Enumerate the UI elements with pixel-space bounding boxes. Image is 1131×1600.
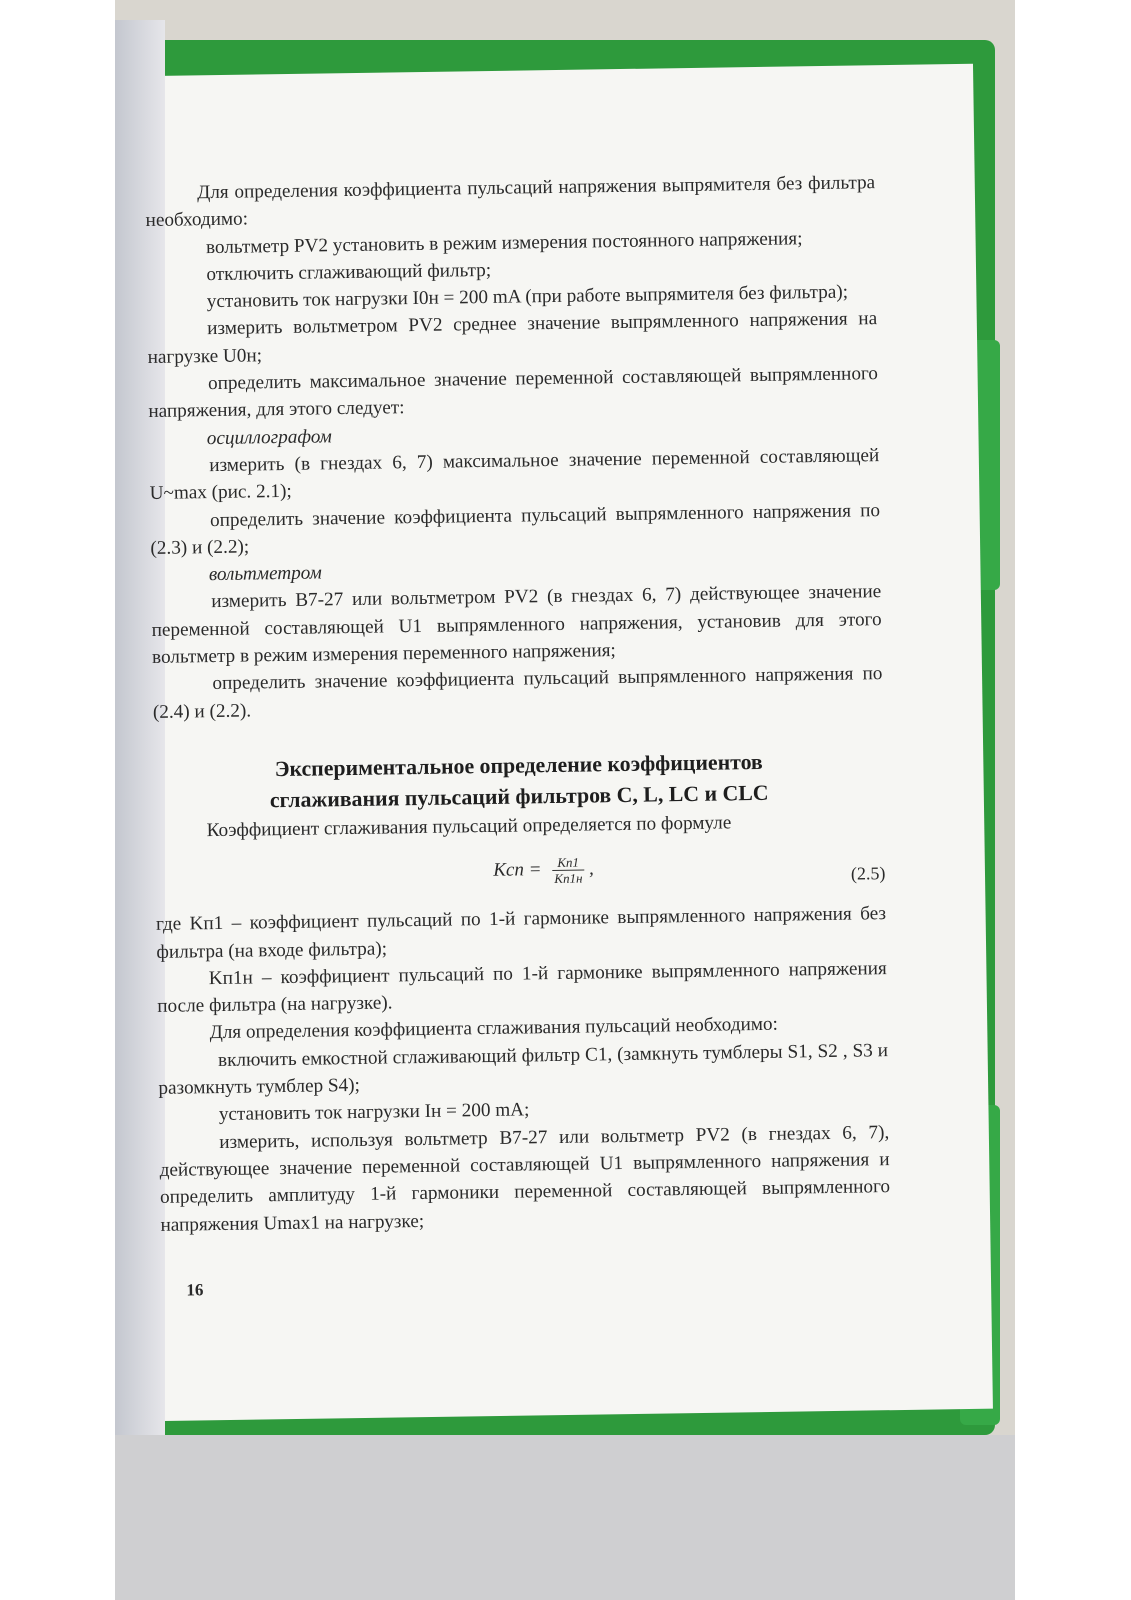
paragraph: Kп1н – коэффициент пульсаций по 1-й гармонике выпрямленного напряжения после фильтра (на нагрузке).	[157, 957, 887, 1018]
paragraph: Для определения коэффициента пульсаций напряжения выпрямителя без фильтра необходимо:	[145, 172, 876, 232]
formula-number: (2.5)	[850, 863, 886, 884]
formula	[493, 855, 594, 887]
oscilloscope-label: осциллографом	[206, 425, 332, 449]
formula-numerator: Kп1	[552, 855, 584, 871]
formula-trail: ,	[588, 858, 594, 880]
paragraph: измерить (в гнездах 6, 7) максимальное значение переменной составляющей U~max (рис. 2.1);	[149, 445, 880, 505]
formula-fraction	[552, 855, 585, 886]
formula-lhs: Kсп =	[493, 859, 542, 882]
paragraph: установить ток нагрузки Iн = 200 mA;	[218, 1099, 530, 1126]
scan-bottom-strip	[115, 1435, 1015, 1600]
voltmeter-label: вольтметром	[208, 562, 322, 586]
paragraph: отключить сглаживающий фильтр;	[206, 259, 492, 285]
paragraph: Для определения коэффициента сглаживания пульсаций необходимо:	[209, 1014, 779, 1044]
page-content	[145, 169, 892, 1304]
paragraph: где Kп1 – коэффициент пульсаций по 1-й гармонике выпрямленного напряжения без фильтра (на входе фильтра);	[155, 903, 887, 963]
paragraph: измерить В7-27 или вольтметром PV2 (в гнездах 6, 7) действующее значение переменной составляющей U1 выпрямленного напряжения, установив для этого вольтметр в режим измерения переменного напряжения;	[151, 581, 882, 668]
paragraph: определить значение коэффициента пульсаций выпрямленного напряжения по (2.4) и (2.2).	[152, 663, 883, 723]
page-number: 16	[186, 1280, 204, 1300]
paragraph: включить емкостной сглаживающий фильтр C1, (замкнуть тумблеры S1, S2 , S3 и разомкнуть тумблер S4);	[158, 1039, 889, 1099]
paragraph: измерить, используя вольтметр В7-27 или вольтметр PV2 (в гнездах 6, 7), действующее значение переменной составляющей U1 выпрямленного напряжения и определить амплитуду 1-й гармоники переменной составляющей выпрямленного напряжения Umax1 на нагрузке;	[159, 1121, 891, 1236]
formula-intro: Коэффициент сглаживания пульсаций определяется по формуле	[206, 812, 732, 842]
section-heading-line-2: сглаживания пульсаций фильтров C, L, LC и CLC	[269, 780, 769, 813]
section-heading-line-1: Экспериментальное определение коэффициентов	[274, 749, 763, 782]
paragraph: определить значение коэффициента пульсаций выпрямленного напряжения по (2.3) и (2.2);	[150, 499, 881, 559]
formula-denominator: Kп1н	[554, 870, 583, 887]
section-heading	[154, 745, 885, 818]
paragraph: установить ток нагрузки I0н = 200 mA (при работе выпрямителя без фильтра);	[206, 281, 849, 313]
formula-row	[155, 842, 886, 911]
paragraph: вольтметр PV2 установить в режим измерения постоянного напряжения;	[205, 227, 803, 258]
paragraph: определить максимальное значение переменной составляющей выпрямленного напряжения, для этого следует:	[148, 363, 879, 423]
paragraph: измерить вольтметром PV2 среднее значение выпрямленного напряжения на нагрузке U0н;	[147, 308, 878, 368]
